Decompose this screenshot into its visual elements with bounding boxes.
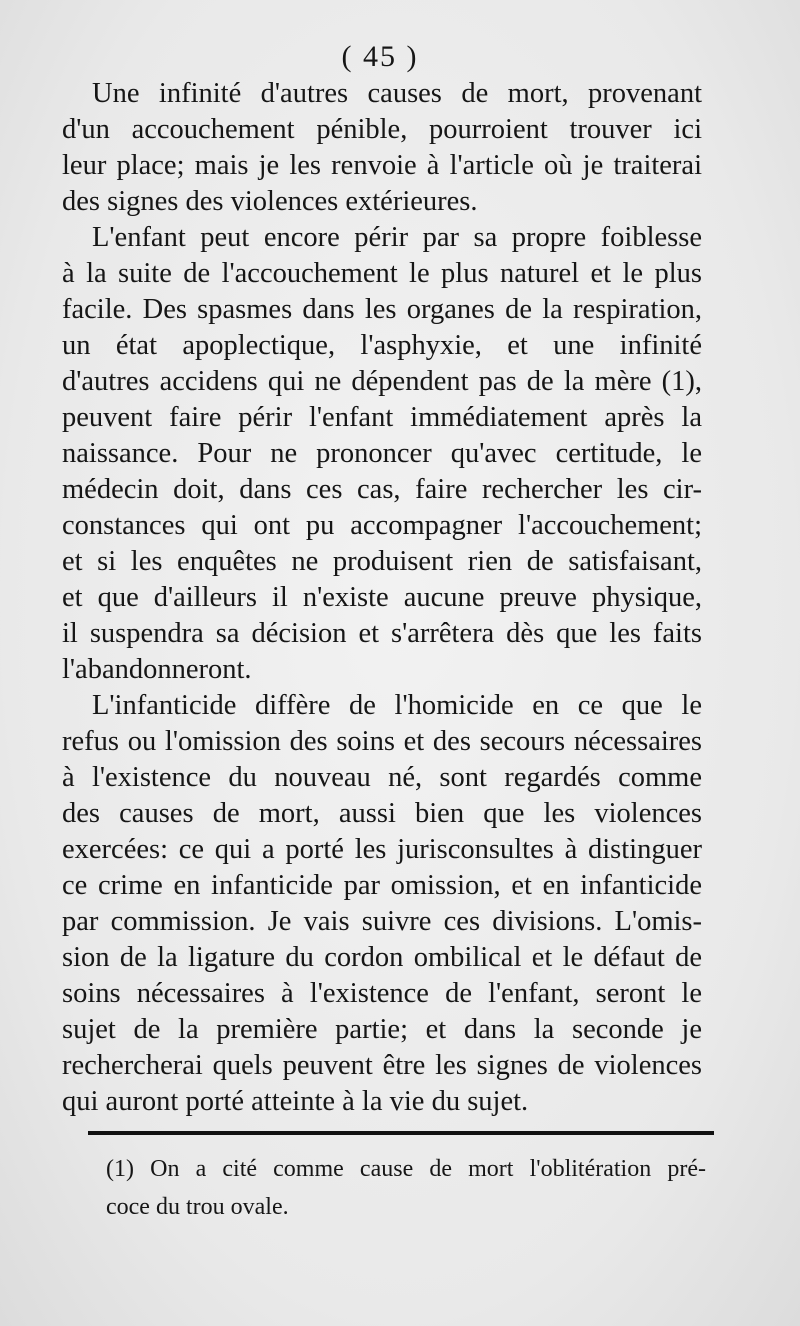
text-line: il suspendra sa décision et s'arrêtera dès que les faits	[62, 618, 702, 649]
paragraph-3	[62, 688, 702, 1120]
text-line: leur place; mais je les renvoie à l'article où je traiterai	[62, 150, 702, 181]
paragraph-1	[62, 76, 702, 220]
text-line: à la suite de l'accouchement le plus naturel et le plus	[62, 258, 702, 289]
text-line: naissance. Pour ne prononcer qu'avec certitude, le	[62, 438, 702, 469]
footnote-line: coce du trou ovale.	[106, 1194, 289, 1220]
text-line: sujet de la première partie; et dans la seconde je	[62, 1014, 702, 1045]
text-line: soins nécessaires à l'existence de l'enfant, seront le	[62, 978, 702, 1009]
text-line: d'un accouchement pénible, pourroient trouver ici	[62, 114, 702, 145]
text-line: et que d'ailleurs il n'existe aucune preuve physique,	[62, 582, 702, 613]
text-line: à l'existence du nouveau né, sont regardés comme	[62, 762, 702, 793]
text-line: des causes de mort, aussi bien que les violences	[62, 798, 702, 829]
text-line: peuvent faire périr l'enfant immédiatement après la	[62, 402, 702, 433]
footnote-divider	[88, 1131, 714, 1135]
text-line: sion de la ligature du cordon ombilical et le défaut de	[62, 942, 702, 973]
text-line: L'infanticide diffère de l'homicide en ce que le	[92, 690, 702, 721]
text-line: un état apoplectique, l'asphyxie, et une infinité	[62, 330, 702, 361]
paragraph-2	[62, 220, 702, 688]
footnote-line: (1) On a cité comme cause de mort l'oblitération pré-	[106, 1156, 706, 1182]
footnote	[106, 1150, 706, 1226]
text-line: constances qui ont pu accompagner l'accouchement;	[62, 510, 702, 541]
text-line: Une infinité d'autres causes de mort, provenant	[92, 78, 702, 109]
body-text	[62, 76, 702, 1120]
text-line: d'autres accidens qui ne dépendent pas de la mère (1),	[62, 366, 702, 397]
text-line: médecin doit, dans ces cas, faire rechercher les cir-	[62, 474, 702, 505]
text-line: et si les enquêtes ne produisent rien de satisfaisant,	[62, 546, 702, 577]
text-line: refus ou l'omission des soins et des secours nécessaires	[62, 726, 702, 757]
text-line: rechercherai quels peuvent être les signes de violences	[62, 1050, 702, 1081]
text-line: qui auront porté atteinte à la vie du sujet.	[62, 1086, 529, 1117]
text-line: exercées: ce qui a porté les jurisconsultes à distinguer	[62, 834, 702, 865]
text-line: facile. Des spasmes dans les organes de la respiration,	[62, 294, 702, 325]
text-line: L'enfant peut encore périr par sa propre foiblesse	[92, 222, 702, 253]
text-line: par commission. Je vais suivre ces divisions. L'omis-	[62, 906, 702, 937]
text-line: l'abandonneront.	[62, 654, 252, 685]
text-line: des signes des violences extérieures.	[62, 186, 478, 217]
page-number: ( 45 )	[341, 40, 419, 73]
text-line: ce crime en infanticide par omission, et en infanticide	[62, 870, 702, 901]
